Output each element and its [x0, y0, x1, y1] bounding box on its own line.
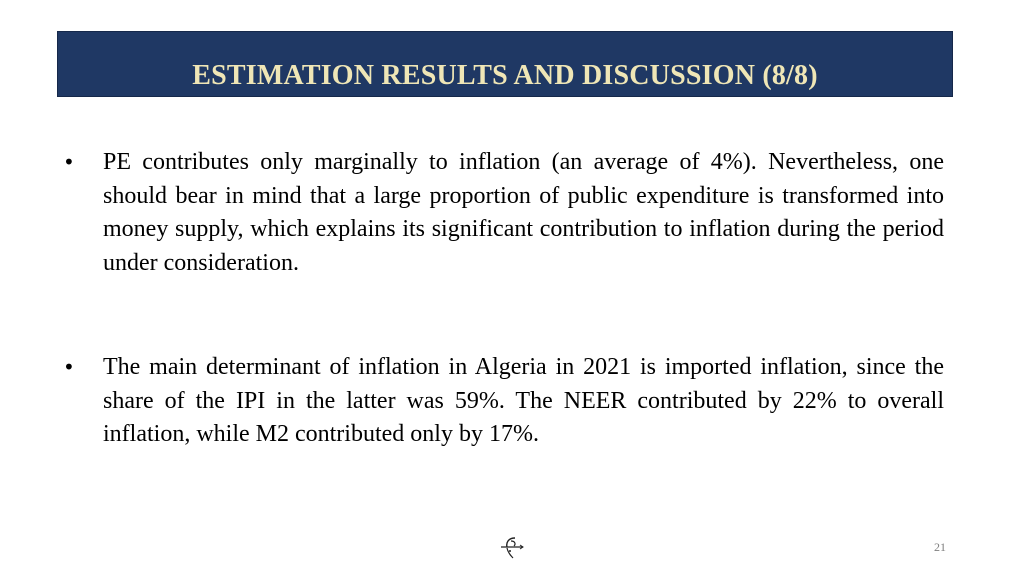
- bullet-item: [63, 146, 944, 280]
- institution-logo-icon: [499, 534, 525, 560]
- page-number: 21: [934, 540, 946, 554]
- bullet-marker: •: [63, 355, 75, 379]
- slide-title: ESTIMATION RESULTS AND DISCUSSION (8/8): [192, 60, 818, 91]
- bullet-list: [63, 146, 944, 452]
- bullet-item: [63, 351, 944, 452]
- bullet-marker: •: [63, 150, 75, 174]
- bullet-text: PE contributes only marginally to inflation (an average of 4%). Nevertheless, one should bear in mind that a large proportion of public expenditure is transformed into money supply, which explains its significant contribution to inflation during the period under consideration.: [103, 149, 944, 276]
- title-bar: [57, 31, 953, 97]
- bullet-text: The main determinant of inflation in Algeria in 2021 is imported inflation, since the share of the IPI in the latter was 59%. The NEER contributed by 22% to overall inflation, while M2 contributed only by 17%.: [103, 354, 944, 447]
